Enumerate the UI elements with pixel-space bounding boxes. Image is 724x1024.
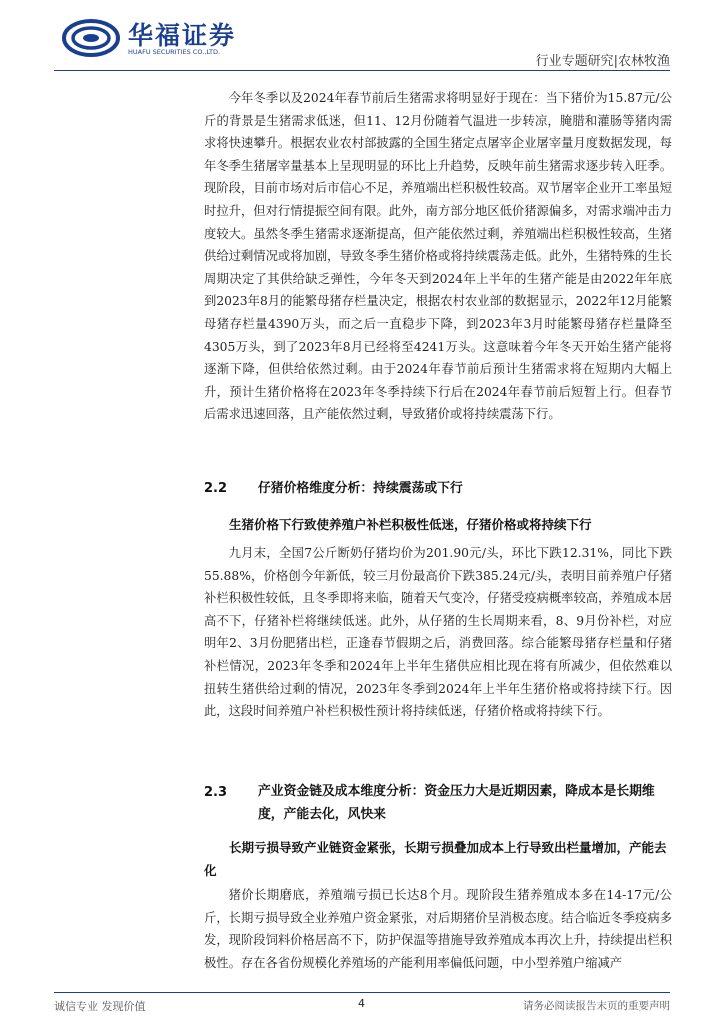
huafu-logo-icon: [62, 18, 120, 58]
body-paragraph-1: 今年冬季以及2024年春节前后生猪需求将明显好于现在：当下猪价为15.87元/公斤的背景是生猪需求低迷，但11、12月份随着气温进一步转凉，腌腊和灌肠等猪肉需求将快速攀升。根据农业农村部披露的全国生猪定点屠宰企业屠宰量月度数据发现，每年冬季生猪屠宰量基本上呈现明显的环比上升趋势，反映年前生猪需求逐步转入旺季。现阶段，目前市场对后市信心不足，养殖端出栏积极性较高。双节屠宰企业开工率虽短时拉升，但对行情提振空间有限。此外，南方部分地区低价猪源偏多，对需求端冲击力度较大。虽然冬季生猪需求逐渐提高，但产能依然过剩，养殖端出栏积极性较高，生猪供给过剩情况或将加剧，导致冬季生猪价格或将持续震荡走低。此外，生猪特殊的生长周期决定了其供给缺乏弹性，今年冬天到2024年上半年的生猪产能是由2022年年底到2023年8月的能繁母猪存栏量决定，根据农村农业部的数据显示，2022年12月能繁母猪存栏量4390万头，而之后一直稳步下降，到2023年3月时能繁母猪存栏量降至4305万头，到了2023年8月已经将至4241万头。这意味着今年冬天开始生猪产能将逐渐下降，但供给依然过剩。由于2024年春节前后预计生猪需求将在短期内大幅上升，预计生猪价格将在2023年冬季持续下行后在2024年春节前后短暂上行。但春节后需求迅速回落，且产能依然过剩，导致猪价或将持续震荡下行。: [204, 91, 672, 422]
subheading-2-3: 长期亏损导致产业链资金紧张，长期亏损叠加成本上行导致出栏量增加，产能去化: [204, 840, 667, 878]
body-paragraph-3: 猪价长期磨底，养殖端亏损已长达8个月。现阶段生猪养殖成本多在14-17元/公斤，长期亏损导致全业养殖户资金紧张，对后期猪价呈消极态度。结合临近冬季疫病多发，现阶段饲料价格居高不下，防护保温等措施导致养殖成本再次上升，持续提出栏积极性。存在各省份规模化养殖场的产能利用率偏低问题，中小型养殖户缩减产: [204, 888, 672, 970]
body-paragraph-2: 九月末，全国7公斤断奶仔猪均价为201.90元/头，环比下跌12.31%，同比下跌55.88%，价格创今年新低，较三月份最高价下跌385.24元/头，表明目前养殖户仔猪补栏积极性较低，且冬季即将来临，随着天气变冷，仔猪受疫病概率较高，养殖成本居高不下，仔猪补栏将继续低迷。此外，从仔猪的生长周期来看，8、9月份补栏，对应明年2、3月份肥猪出栏，正逢春节假期之后，消费回落。综合能繁母猪存栏量和仔猪补栏情况，2023年冬季和2024年上半年生猪供应相比现在将有所减少，但依然难以扭转生猪供给过剩的情况，2023年冬季到2024年上半年生猪价格或将持续下行。因此，这段时间养殖户补栏积极性预计将持续低迷，仔猪价格或将持续下行。: [204, 546, 672, 719]
footer-divider: [54, 992, 670, 993]
page-number: 4: [358, 997, 365, 1010]
section-title-2-2: 仔猪价格维度分析：持续震荡或下行: [258, 481, 463, 496]
footer-slogan: 诚信专业 发现价值: [54, 1000, 146, 1013]
section-title-2-3: 产业资金链及成本维度分析：资金压力大是近期因素，降成本是长期维度，产能去化，风快来: [258, 784, 655, 822]
company-logo: [62, 14, 252, 64]
report-type: 行业专题研究|农林牧渔: [535, 54, 670, 69]
section-number-2-2: 2.2: [204, 481, 228, 496]
logo-english-name: HUAFU SECURITIES CO.,LTD.: [128, 48, 221, 56]
subheading-2-2: 生猪价格下行致使养殖户补栏积极性低迷，仔猪价格或将持续下行: [229, 517, 592, 532]
logo-chinese-name: 华福证券: [128, 21, 237, 50]
header-divider: [54, 70, 670, 71]
section-number-2-3: 2.3: [204, 785, 228, 800]
footer-disclaimer: 请务必阅读报告末页的重要声明: [523, 1000, 670, 1012]
